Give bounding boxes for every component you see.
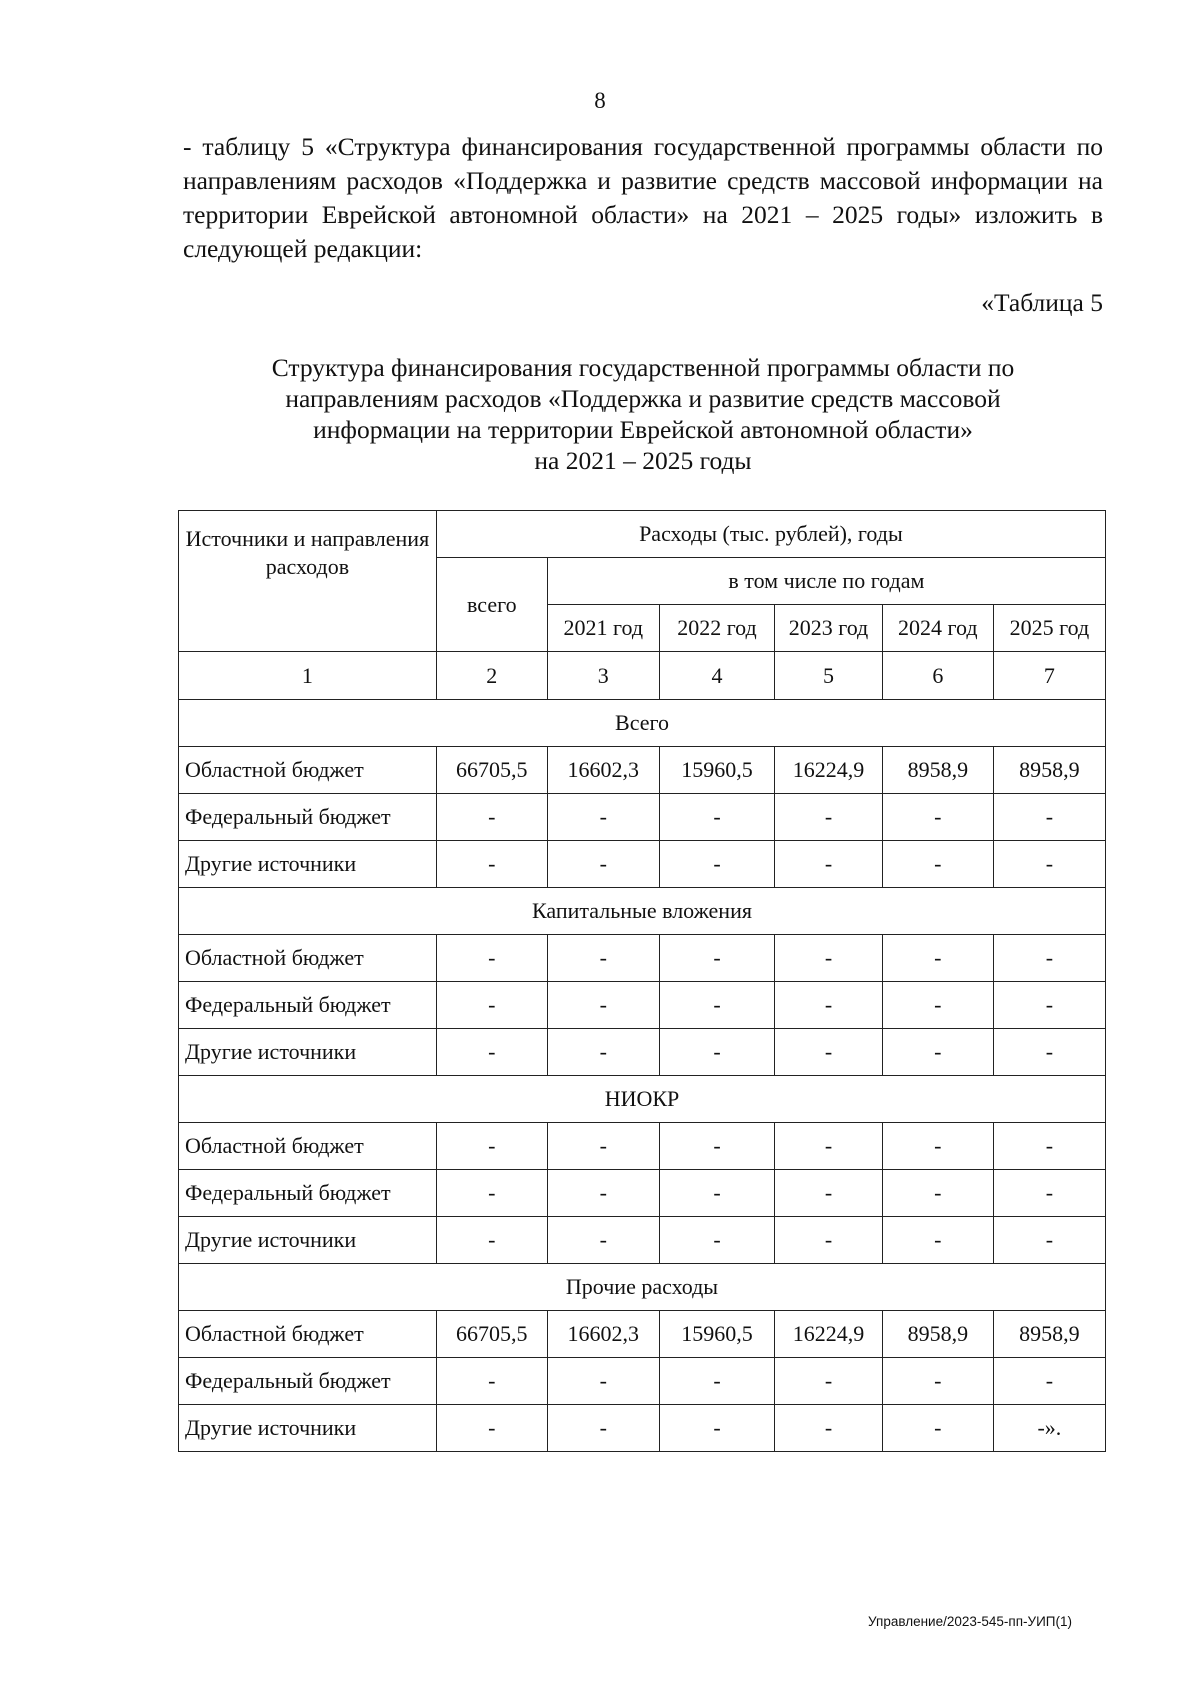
table-title — [183, 352, 1103, 476]
table-row — [179, 1217, 1106, 1264]
column-number: 7 — [993, 652, 1105, 700]
table-row — [179, 1170, 1106, 1217]
value-cell: - — [993, 1217, 1105, 1264]
value-cell: - — [882, 982, 993, 1029]
row-label: Федеральный бюджет — [179, 982, 437, 1029]
value-cell: - — [436, 1358, 547, 1405]
value-cell: - — [547, 1170, 659, 1217]
row-label: Областной бюджет — [179, 1311, 437, 1358]
value-cell: - — [775, 794, 883, 841]
value-cell: - — [775, 935, 883, 982]
row-label: Федеральный бюджет — [179, 1170, 437, 1217]
table-row — [179, 935, 1106, 982]
value-cell: - — [882, 794, 993, 841]
column-number: 6 — [882, 652, 993, 700]
table-title-line: Структура финансирования государственной программы области по — [271, 353, 1015, 382]
value-cell: 15960,5 — [659, 1311, 774, 1358]
section-row — [179, 888, 1106, 935]
header-year: 2025 год — [993, 605, 1105, 652]
section-row — [179, 1264, 1106, 1311]
table-label: «Таблица 5 — [981, 288, 1103, 317]
row-label: Федеральный бюджет — [179, 794, 437, 841]
value-cell: 15960,5 — [659, 747, 774, 794]
value-cell: 16224,9 — [775, 1311, 883, 1358]
section-title: НИОКР — [179, 1076, 1106, 1123]
value-cell: - — [659, 794, 774, 841]
row-label: Другие источники — [179, 1405, 437, 1452]
value-cell: 8958,9 — [882, 1311, 993, 1358]
value-cell: - — [993, 1170, 1105, 1217]
header-sources: Источники и направления расходов — [179, 511, 437, 652]
value-cell: - — [436, 1170, 547, 1217]
value-cell: - — [547, 1029, 659, 1076]
table-row — [179, 794, 1106, 841]
header-row — [179, 511, 1106, 558]
value-cell: - — [659, 1123, 774, 1170]
value-cell: 66705,5 — [436, 747, 547, 794]
value-cell: - — [775, 982, 883, 1029]
value-cell: 8958,9 — [993, 1311, 1105, 1358]
table-row — [179, 1311, 1106, 1358]
value-cell: - — [547, 1358, 659, 1405]
row-label: Другие источники — [179, 1217, 437, 1264]
value-cell: - — [659, 1029, 774, 1076]
table-title-line: направлениям расходов «Поддержка и развитие средств массовой — [285, 384, 1001, 413]
value-cell: - — [882, 1029, 993, 1076]
row-label: Областной бюджет — [179, 935, 437, 982]
value-cell: - — [547, 1405, 659, 1452]
intro-text: - таблицу 5 «Структура финансирования государственной программы области по направлениям расходов «Поддержка и развитие средств массовой информации на территории Еврейской автономной области» на 2021 – 2025 годы» изложить в следующей редакции: — [183, 132, 1103, 263]
row-label: Федеральный бюджет — [179, 1358, 437, 1405]
value-cell: - — [775, 1405, 883, 1452]
value-cell: - — [659, 841, 774, 888]
value-cell: - — [436, 1217, 547, 1264]
value-cell: - — [882, 1170, 993, 1217]
row-label: Другие источники — [179, 841, 437, 888]
section-row — [179, 700, 1106, 747]
column-number: 5 — [775, 652, 883, 700]
row-label: Другие источники — [179, 1029, 437, 1076]
row-label: Областной бюджет — [179, 747, 437, 794]
column-numbers-row — [179, 652, 1106, 700]
value-cell: - — [547, 794, 659, 841]
section-title: Прочие расходы — [179, 1264, 1106, 1311]
value-cell: - — [775, 1123, 883, 1170]
value-cell: - — [882, 1405, 993, 1452]
value-cell: - — [882, 841, 993, 888]
value-cell: - — [882, 935, 993, 982]
value-cell: 8958,9 — [882, 747, 993, 794]
table-title-line: на 2021 – 2025 годы — [534, 446, 752, 475]
header-year: 2022 год — [659, 605, 774, 652]
financing-table — [178, 510, 1106, 1452]
table-row — [179, 747, 1106, 794]
header-by-years: в том числе по годам — [547, 558, 1105, 605]
value-cell: - — [775, 1170, 883, 1217]
value-cell: - — [659, 982, 774, 1029]
section-title: Всего — [179, 700, 1106, 747]
value-cell: 16224,9 — [775, 747, 883, 794]
column-number: 1 — [179, 652, 437, 700]
value-cell: - — [993, 1029, 1105, 1076]
intro-paragraph — [183, 130, 1103, 266]
value-cell: 66705,5 — [436, 1311, 547, 1358]
header-total: всего — [436, 558, 547, 652]
value-cell: - — [436, 935, 547, 982]
value-cell: - — [659, 1217, 774, 1264]
value-cell: - — [993, 1123, 1105, 1170]
value-cell: - — [775, 1217, 883, 1264]
table-row — [179, 1029, 1106, 1076]
table-title-line: информации на территории Еврейской автономной области» — [313, 415, 973, 444]
value-cell: - — [882, 1217, 993, 1264]
value-cell: - — [436, 841, 547, 888]
header-year: 2023 год — [775, 605, 883, 652]
value-cell: - — [659, 1358, 774, 1405]
table-row — [179, 1358, 1106, 1405]
column-number: 3 — [547, 652, 659, 700]
value-cell: 16602,3 — [547, 1311, 659, 1358]
table-row — [179, 982, 1106, 1029]
header-expenses: Расходы (тыс. рублей), годы — [436, 511, 1105, 558]
value-cell: - — [547, 841, 659, 888]
table-row — [179, 1123, 1106, 1170]
section-row — [179, 1076, 1106, 1123]
value-cell: - — [547, 1217, 659, 1264]
value-cell: - — [993, 794, 1105, 841]
section-title: Капитальные вложения — [179, 888, 1106, 935]
row-label: Областной бюджет — [179, 1123, 437, 1170]
value-cell: - — [547, 1123, 659, 1170]
value-cell: - — [436, 1029, 547, 1076]
value-cell: -». — [993, 1405, 1105, 1452]
value-cell: - — [436, 982, 547, 1029]
header-year: 2021 год — [547, 605, 659, 652]
value-cell: - — [436, 794, 547, 841]
value-cell: - — [659, 1405, 774, 1452]
value-cell: - — [993, 841, 1105, 888]
value-cell: - — [436, 1123, 547, 1170]
value-cell: - — [547, 982, 659, 1029]
table-row — [179, 1405, 1106, 1452]
value-cell: - — [993, 982, 1105, 1029]
value-cell: - — [436, 1405, 547, 1452]
value-cell: 8958,9 — [993, 747, 1105, 794]
value-cell: - — [882, 1358, 993, 1405]
value-cell: - — [882, 1123, 993, 1170]
column-number: 4 — [659, 652, 774, 700]
value-cell: - — [993, 935, 1105, 982]
value-cell: 16602,3 — [547, 747, 659, 794]
header-year: 2024 год — [882, 605, 993, 652]
footer-code: Управление/2023-545-пп-УИП(1) — [868, 1614, 1072, 1629]
value-cell: - — [547, 935, 659, 982]
column-number: 2 — [436, 652, 547, 700]
value-cell: - — [775, 1358, 883, 1405]
value-cell: - — [659, 1170, 774, 1217]
value-cell: - — [659, 935, 774, 982]
page-number: 8 — [594, 88, 606, 113]
value-cell: - — [993, 1358, 1105, 1405]
value-cell: - — [775, 1029, 883, 1076]
value-cell: - — [775, 841, 883, 888]
table-row — [179, 841, 1106, 888]
